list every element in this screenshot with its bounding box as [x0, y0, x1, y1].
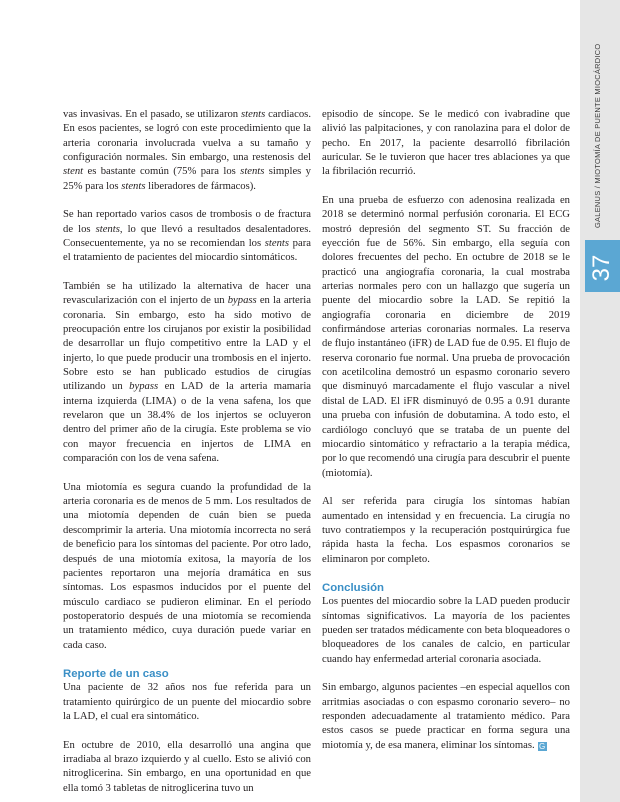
right-paragraph-5: [322, 681, 570, 753]
left-paragraph-1: vas invasivas. En el pasado, se utilizaron stents cardiacos. En esos pacientes, se logró con este procedimiento que la arteria coronaria involucrada vuelva a su tamaño y configuración normales. Sin embargo, una restenosis del stent es bastante común (75% para los stents simples y 25% para los stents liberadores de fármacos).: [63, 109, 311, 192]
left-paragraph-4: Una miotomía es segura cuando la profundidad de la arteria coronaria es de menos de 5 mm. Los resultados de una miotomía dependen de cuán bien se pueda descomprimir la arteria. Una miotomía incorrecta no será de beneficio para los síntomas del paciente. Por otro lado, después de una miotomía exitosa, la mayoría de los pacientes reportaron una mejoría dramática en sus síntomas. Los espasmos inducidos por el puente del músculo cardiaco se pudieron eliminar. En el período postoperatorio después de una miotomía se recomienda un tratamiento médico, cuya duración puede variar en cada caso.: [63, 481, 311, 651]
right-paragraph-2: En una prueba de esfuerzo con adenosina realizada en 2018 se determinó normal perfusión coronaria. El ECG mostró depresión del segmento ST. Su fracción de eyección fue de 56%. Sin embargo, ella seguía con dolores frecuentes del pecho. En octubre de 2018 se le practicó una angiografía coronaria, la cual mostraba arterias normales pero con un hallazgo que sugería un puente del miocardio sobre la LAD. Se repitió la angiografía coronaria en diciembre de 2019 confirmándose arterias coronarias normales. La reserva de flujo instantáneo (iFR) de LAD fue de 0.95. El flujo de reserva coronario fue normal. Una prueba de provocación con acetilcolina demostró un espasmo coronario severo que disminuyó marcadamente el flujo vascular a nivel distal de LAD. El iFR disminuyó de 0.95 a 0.91 durante una prueba con infusión de dobutamina. A todo esto, el cardiólogo concluyó que se trataba de un puente del miocardio sintomático y refractario a la terapia médica, por lo que recomendó una cirugía para descubrir el puente (miotomía).: [322, 195, 570, 479]
right-paragraph-1: episodio de síncope. Se le medicó con ivabradine que alivió las palpitaciones, y con ranolazina para el dolor de pecho. En 2017, la paciente desarrolló fibrilación auricular. Se le tuvieron que hacer tres ablaciones ya que la fibrilación recurrió.: [322, 109, 570, 178]
case-report-heading: Reporte de un caso: [63, 668, 169, 681]
right-paragraph-4: Los puentes del miocardio sobre la LAD pueden producir síntomas significativos. La mayoría de los pacientes pueden ser tratados médicamente con beta bloqueadores o bloqueadores de los canales de calcio, en particular cuando hay enfermedad arterial coronaria asociada.: [322, 596, 570, 665]
left-paragraph-2: Se han reportado varios casos de trombosis o de fractura de los stents, lo que llevó a resultados desalentadores. Consecuentemente, ya no se recomiendan los stents para el tratamiento de pacientes del miocardio sintomáticos.: [63, 209, 312, 264]
page-number: 37: [588, 254, 615, 282]
left-paragraph-5: Una paciente de 32 años nos fue referida para un tratamiento quirúrgico de un puente del miocardio sobre la LAD, el cual era sintomático.: [63, 682, 311, 722]
left-column: [63, 108, 311, 796]
end-of-article-icon: G: [539, 741, 546, 751]
right-column: [322, 108, 570, 753]
page-number-box: [585, 240, 620, 292]
left-paragraph-3: También se ha utilizado la alternativa de hacer una revascularización con el injerto de un bypass en la arteria coronaria. Sin embargo, esto ha sido motivo de preocupación entre los cirujanos por existir la posibilidad de desarrollar un flujo competitivo entre la LAD y el injerto, lo que puede producir una trombosis en el injerto. Sobre esto se han publicado estudios de cirugías utilizando un bypass en LAD de la arteria mamaria interna izquierda (LIMA) o de la vena safena, los que revelaron que un 38.4% de los injertos se ocluyeron dentro del primer año de la cirugía. Este problema se vio con mayor frecuencia en injertos de LIMA en comparación con los de vena safena.: [63, 281, 312, 465]
left-paragraph-6: En octubre de 2010, ella desarrolló una angina que irradiaba al brazo izquierdo y al cuello. Esto se alivió con nitroglicerina. Sin embargo, en una oportunidad en que ella tomó 3 tabletas de nitroglicerina tuvo un: [63, 739, 311, 794]
running-title-text: GALENUS / MIOTOMÍA DE PUENTE MIOCÁRDICO: [593, 43, 602, 228]
right-paragraph-5-text: Sin embargo, algunos pacientes –en especial aquellos con arritmias asociadas o con espasmo coronario severo– no responden adecuadamente al tratamiento médico. Para estos casos se puede practicar en forma segura una miotomía y, de esa manera, eliminar los síntomas.: [322, 682, 570, 751]
right-paragraph-3: Al ser referida para cirugía los síntomas habían aumentado en intensidad y en frecuencia. La cirugía no tuvo contratiempos y la recuperación postquirúrgica fue rápida hasta la fecha. Los espasmos coronarios se eliminaron por completo.: [322, 496, 570, 565]
conclusion-heading: Conclusión: [322, 582, 385, 595]
